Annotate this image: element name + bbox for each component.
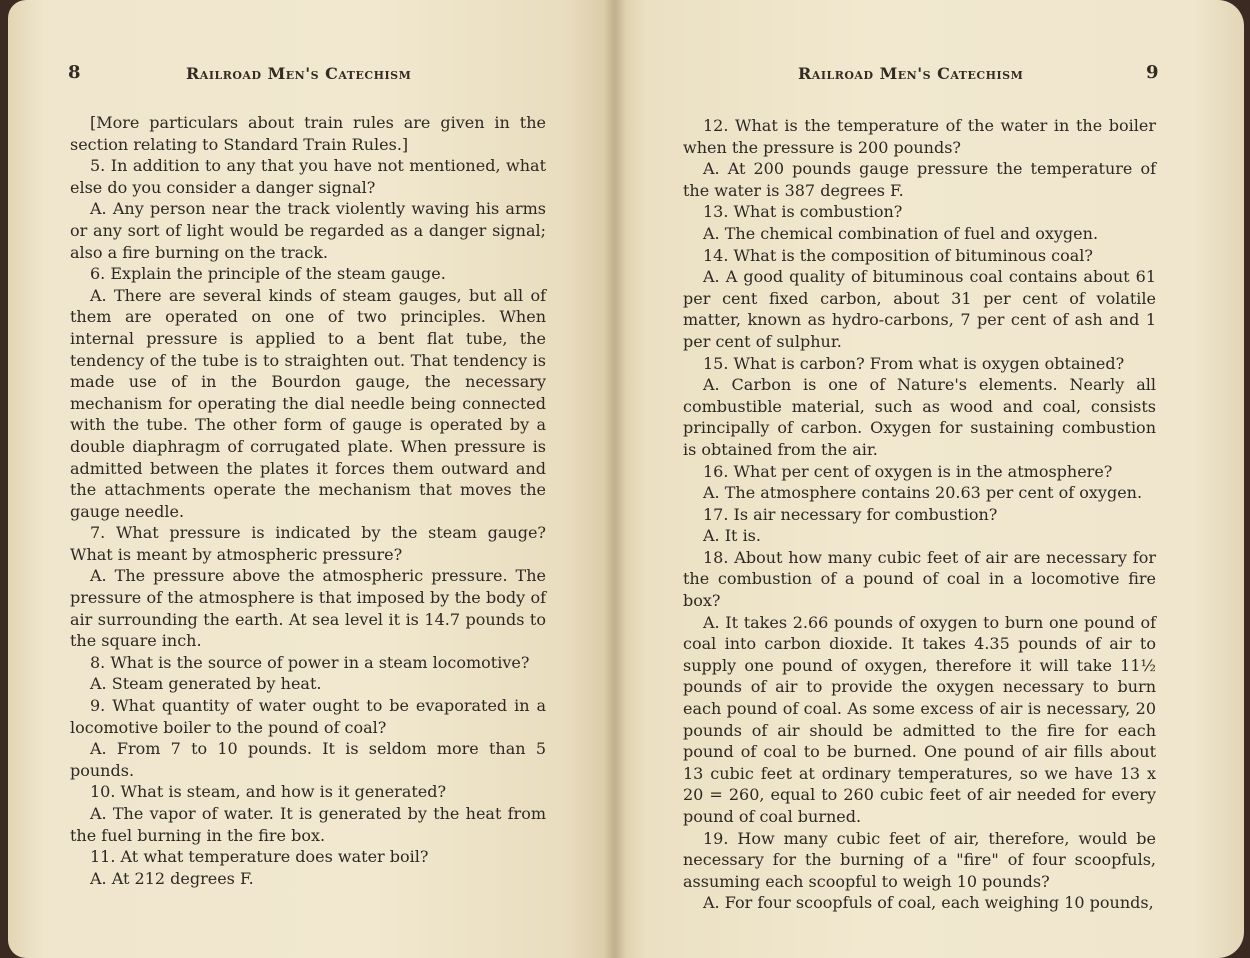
paragraph: 13. What is combustion? (703, 202, 903, 222)
paragraph: 11. At what temperature does water boil? (90, 847, 429, 867)
left-page (8, 0, 614, 958)
paragraph: 14. What is the composition of bituminous coal? (703, 245, 1093, 265)
paragraph: A. It takes 2.66 pounds of oxygen to burn one pound of coal into carbon dioxide. It takes 4.35 pounds of air to supply one pound of oxygen, therefore it will take 11½ pounds of air to provide the oxygen necessary to burn each pound of coal. As some excess of air is necessary, 20 pounds of air should be admitted to the fire for each pound of coal to be burned. One pound of air fills about 13 cubic feet at ordinary temperatures, so we have 13 x 20 = 260, equal to 260 cubic feet of air needed for every pound of coal burned. (683, 612, 1156, 826)
book-gutter (604, 0, 626, 958)
paragraph: A. The atmosphere contains 20.63 per cent of oxygen. (703, 483, 1143, 503)
paragraph: A. The pressure above the atmospheric pressure. The pressure of the atmosphere is that imposed by the body of air surrounding the earth. At sea level it is 14.7 pounds to the square inch. (70, 566, 546, 651)
paragraph: A. At 200 pounds gauge pressure the temperature of the water is 387 degrees F. (683, 159, 1156, 200)
paragraph: A. There are several kinds of steam gauges, but all of them are operated on one of two principles. When internal pressure is applied to a bent flat tube, the tendency of the tube is to straighten out. That tendency is made use of in the Bourdon gauge, the necessary mechanism for operating the dial needle being connected with the tube. The other form of gauge is operated by a double diaphragm of corrugated plate. When pressure is admitted between the plates it forces them outward and the attachments operate the mechanism that moves the gauge needle. (70, 285, 546, 521)
right-page (614, 0, 1244, 958)
paragraph: A. The chemical combination of fuel and oxygen. (703, 223, 1099, 243)
paragraph: 6. Explain the principle of the steam gauge. (90, 264, 446, 284)
page-text (70, 112, 546, 889)
paragraph: A. From 7 to 10 pounds. It is seldom more than 5 pounds. (70, 739, 546, 780)
paragraph: 12. What is the temperature of the water in the boiler when the pressure is 200 pounds? (683, 116, 1156, 157)
paragraph: A. It is. (703, 526, 761, 546)
paragraph: 15. What is carbon? From what is oxygen obtained? (703, 353, 1125, 373)
paragraph: A. At 212 degrees F. (90, 868, 254, 888)
paragraph: 16. What per cent of oxygen is in the atmosphere? (703, 461, 1113, 481)
paragraph: A. Carbon is one of Nature's elements. Nearly all combustible material, such as wood and coal, consists principally of carbon. Oxygen for sustaining combustion is obtained from the air. (683, 375, 1156, 459)
page-text (683, 115, 1156, 914)
paragraph: 10. What is steam, and how is it generated? (90, 782, 447, 802)
paragraph: A. Any person near the track violently waving his arms or any sort of light would be regarded as a danger signal; also a fire burning on the track. (70, 199, 546, 262)
page-number: 8 (68, 62, 81, 83)
page-number: 9 (1146, 62, 1159, 83)
paragraph: A. The vapor of water. It is generated by the heat from the fuel burning in the fire box. (70, 804, 546, 845)
running-head: Railroad Men's Catechism (798, 64, 1024, 83)
paragraph: 5. In addition to any that you have not mentioned, what else do you consider a danger signal? (70, 156, 546, 197)
paragraph: 9. What quantity of water ought to be evaporated in a locomotive boiler to the pound of coal? (70, 696, 546, 737)
paragraph: A. For four scoopfuls of coal, each weighing 10 pounds, (703, 893, 1154, 913)
paragraph: 8. What is the source of power in a steam locomotive? (90, 652, 530, 672)
running-head: Railroad Men's Catechism (186, 64, 412, 83)
paragraph: [More particulars about train rules are given in the section relating to Standard Train Rules.] (70, 113, 546, 154)
paragraph: A. Steam generated by heat. (90, 674, 322, 694)
paragraph: 19. How many cubic feet of air, therefore, would be necessary for the burning of a "fire" of four scoopfuls, assuming each scoopful to weigh 10 pounds? (683, 828, 1156, 891)
paragraph: 18. About how many cubic feet of air are necessary for the combustion of a pound of coal in a locomotive fire box? (683, 547, 1156, 611)
paragraph: 17. Is air necessary for combustion? (703, 504, 998, 524)
paragraph: A. A good quality of bituminous coal contains about 61 per cent fixed carbon, about 31 per cent of volatile matter, known as hydro-carbons, 7 per cent of ash and 1 per cent of sulphur. (683, 267, 1156, 351)
paragraph: 7. What pressure is indicated by the steam gauge? What is meant by atmospheric pressure? (70, 523, 546, 564)
